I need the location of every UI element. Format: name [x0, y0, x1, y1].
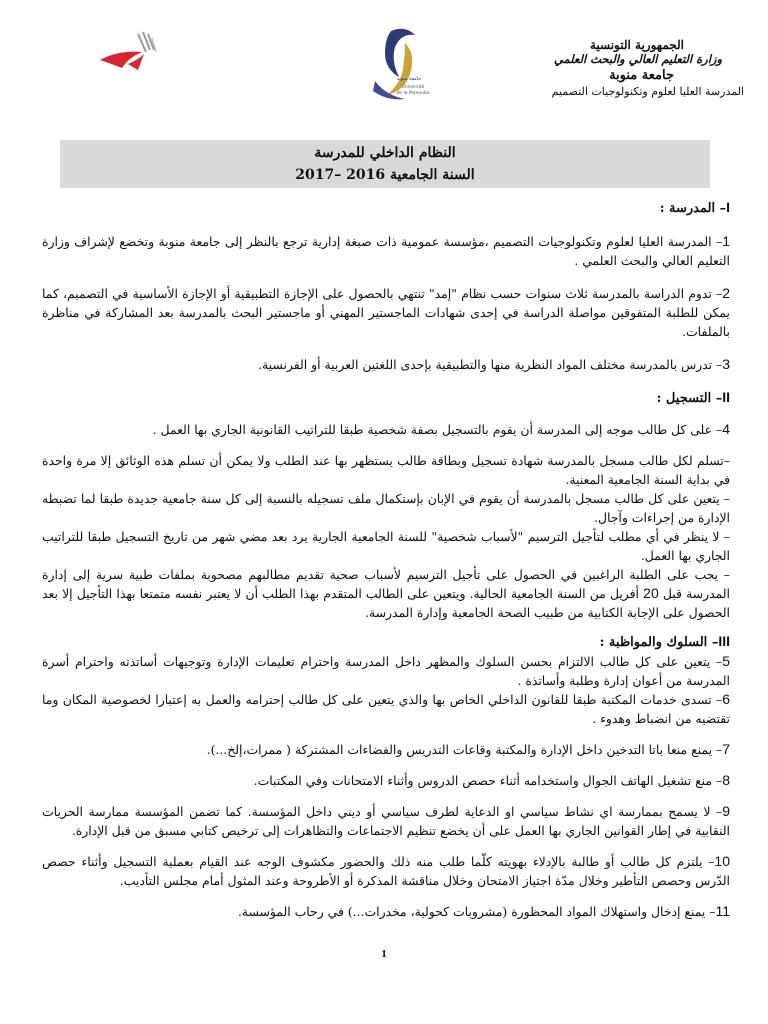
paragraph-4c: – لا ينظر في أي مطلب لتأجيل الترسيم "لأسباب شخصية" للسنة الجامعية الجارية يرد بعد مضي شهر من تاريخ التسجيل طبقا للتراتيب الجاري بها العمل.: [42, 529, 730, 563]
uni-logo-text-ar: جامعة منوبة: [396, 76, 422, 82]
section-heading-2: II– التسجيل :: [656, 389, 730, 406]
school-logo-icon: [98, 30, 160, 80]
republic-line: الجمهورية التونسية: [589, 38, 684, 52]
title-line-2: السنة الجامعية 2016 –2017: [295, 167, 475, 183]
document-title: [60, 140, 710, 188]
uni-logo-text-fr2: de la Manouba: [396, 91, 430, 96]
school-line: المدرسة العليا لعلوم وتكنولوجيات التصميم: [551, 85, 744, 98]
section-heading-1: I– المدرسة :: [659, 199, 730, 216]
paragraph-10: 10– يلتزم كل طالب أو طالبة بالإدلاء بهويته كلّما طلب منه ذلك والحضور مكشوف الوجه عند القيام بعملية التسجيل وأثناء حصص الدّرس وحصص التأطير وخلال مدّة اجتياز الامتحان وخلال مناقشة المذكرة أو الأطروحة وعند المثول أمام مجلس التأديب.: [42, 853, 730, 888]
paragraph-9: 9– لا يسمح بممارسة اي نشاط سياسي او الدعاية لطرف سياسي أو ديني داخل المؤسسة. كما تضمن المؤسسة ممارسة الحريات النقابية في إطار القوانين الجاري بها العمل على أن يخضع تنظيم الاجتماعات والتظاهرات إلى ترخيص كتابي مسبق من قبل الإدارة.: [42, 803, 730, 838]
paragraph-7: 7– يمنع منعا باتا التدخين داخل الإدارة والمكتبة وقاعات التدريس والفضاءات المشتركة ( ممرات،إلخ...).: [206, 741, 730, 757]
paragraph-4d: – يجب على الطلبة الراغبين في الحصول على تأجيل الترسيم لأسباب صحية تقديم مطالبهم مصحوبة بملفات طبية سرية إلى إدارة المدرسة قبل 20 أفريل من السنة الجامعية الحالية. ويتعين على الطالب المتقدم بهذا الطلب أن لا يعتبر نفسه متمتعا بهذا التأجيل إلا بعد الحصول على الإجابة الكتابية من طبيب الصحة الجامعية وإدارة المدرسة.: [42, 567, 730, 620]
paragraph-4a: –تسلم لكل طالب مسجل بالمدرسة شهادة تسجيل وبطاقة طالب يستظهر بها عند الطلب ولا يمكن أن تسلم هذه الوثائق إلا مرة واحدة في بداية السنة الجامعية المعنية.: [42, 453, 730, 487]
paragraph-3: 3– تدرس بالمدرسة مختلف المواد النظرية منها والتطبيقية بإحدى اللغتين العربية أو الفرنسية.: [258, 356, 730, 372]
uni-logo-text-fr1: Université: [401, 85, 425, 90]
ministry-line: وزارة التعليم العالي والبحث العلمي: [553, 52, 722, 66]
paragraph-4b: – يتعين على كل طالب مسجل بالمدرسة أن يقوم في الإبان بإستكمال ملف تسجيله بالنسبة إلى كل سنة جامعية جديدة طبقا لما تضبطه الإدارة من إجراءات وآجال.: [42, 491, 730, 525]
paragraph-1: 1– المدرسة العليا لعلوم وتكنولوجيات التصميم ،مؤسسة عمومية ذات صبغة إدارية ترجع بالنظر إلى جامعة منوبة وتخضع لإشراف وزارة التعليم العالي والبحث العلمي .: [42, 233, 730, 268]
university-logo-icon: [365, 25, 431, 105]
page-number: 1: [381, 948, 387, 960]
document-body: [42, 198, 730, 921]
paragraph-5: 5– يتعين على كل طالب الالتزام بحسن السلوك والمظهر داخل المدرسة واحترام تعليمات الإدارة وتوجيهات أساتذته واحترام أسرة المدرسة من أعوان إدارة وطلبة وأساتذة .: [42, 653, 730, 688]
paragraph-11: 11– يمنع إدخال واستهلاك المواد المحظورة (مشروبات كحولية، مخدرات...) في رحاب المؤسسة.: [237, 903, 730, 919]
paragraph-4: 4– على كل طالب موجه إلى المدرسة أن يقوم بالتسجيل بصفة شخصية طبقا للتراتيب القانونية الجاري بها العمل .: [152, 421, 730, 437]
paragraph-2: 2– تدوم الدراسة بالمدرسة ثلاث سنوات حسب نظام "إمد" تنتهي بالحصول على الإجازة التطبيقية أو الإجازة الأساسية في التصميم، كما يمكن للطلبة المتفوقين مواصلة الدراسة في إحدى شهادات الماجستير المهني أو ماجستير البحث بالمدرسة بعد المشاركة في مناظرة بالملفات.: [42, 285, 730, 339]
ministry-header: [474, 38, 744, 100]
title-line-1: النظام الداخلي للمدرسة: [314, 145, 456, 161]
university-line: جامعة منوبة: [609, 68, 674, 83]
section-heading-3: III– السلوك والمواظبة :: [599, 633, 730, 650]
paragraph-8: 8– منع تشغيل الهاتف الجوال واستخدامه أثناء حصص الدروس وأثناء الامتحانات وفي المكتبات.: [253, 772, 730, 788]
paragraph-6: 6– تسدى خدمات المكتبة طبقا للقانون الداخلي الخاص بها والذي يتعين على كل طالب إحترامه والعمل به إعتبارا لخصوصية المكان وما تقتضيه من انضباط وهدوء .: [42, 691, 730, 726]
